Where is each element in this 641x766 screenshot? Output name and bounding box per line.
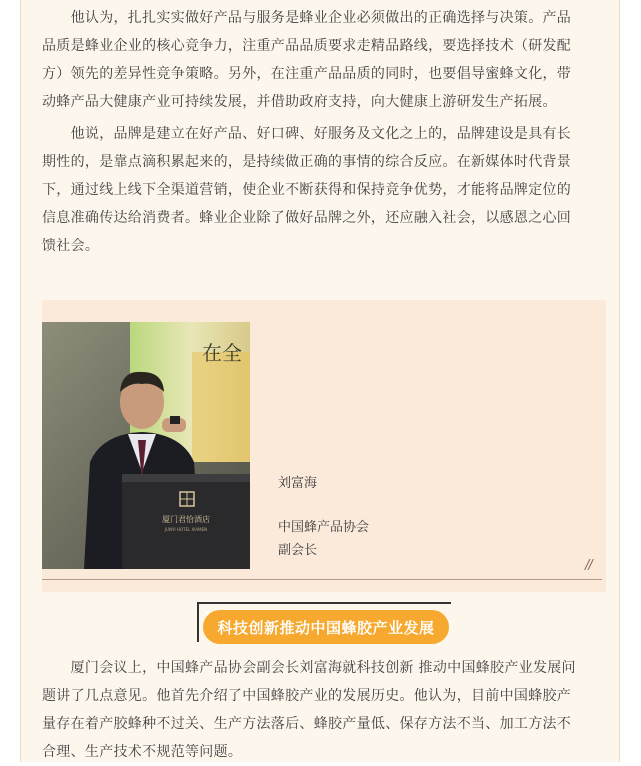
- paragraph-line: 动蜂产品大健康产业可持续发展，并借助政府支持，向大健康上游研发生产拓展。: [42, 94, 557, 110]
- speaker-organization: 中国蜂产品协会: [278, 520, 370, 535]
- paragraph-1: [42, 4, 606, 116]
- podium-text: 厦门君恰酒店: [162, 515, 210, 524]
- paragraph-2: [42, 120, 606, 260]
- paragraph-3: [42, 654, 606, 766]
- photo-banner-text: 在全: [202, 341, 242, 365]
- podium-subtext: JUNYI HOTEL XIAMEN: [164, 527, 208, 532]
- heading-pill: [203, 610, 449, 644]
- speaker-role: 副会长: [278, 543, 318, 558]
- paragraph-line: 量存在着产胶蜂种不过关、生产方法落后、蜂胶产量低、保存方法不当、加工方法不: [42, 716, 572, 732]
- heading-dot-icon: [205, 611, 209, 615]
- paragraph-line: 馈社会。: [42, 238, 100, 254]
- paragraph-line: 品质是蜂业企业的核心竞争力，注重产品品质要求走精品路线，要选择技术（研发配: [42, 38, 572, 54]
- paragraph-line: 厦门会议上，中国蜂产品协会副会长刘富海就科技创新 推动中国蜂胶产业发展问: [42, 660, 576, 676]
- paragraph-line: 信息准确传达给消费者。蜂业企业除了做好品牌之外，还应融入社会，以感恩之心回: [42, 210, 572, 226]
- paragraph-line: 合理、生产技术不规范等问题。: [42, 744, 243, 760]
- speaker-name: 刘富海: [278, 476, 318, 491]
- paragraph-line: 题讲了几点意见。他首先介绍了中国蜂胶产业的发展历史。他认为，目前中国蜂胶产: [42, 688, 572, 704]
- paragraph-line: 下，通过线上线下全渠道营销，使企业不断获得和保持竞争优势，才能将品牌定位的: [42, 182, 572, 198]
- section-heading: [197, 602, 453, 644]
- section-heading-text: 科技创新推动中国蜂胶产业发展: [217, 618, 435, 637]
- speaker-photo-illustration: [42, 322, 250, 569]
- card-end-mark: //: [585, 558, 592, 573]
- profile-card: [42, 300, 606, 592]
- speaker-photo[interactable]: [42, 322, 250, 569]
- paragraph-line: 他认为，扎扎实实做好产品与服务是蜂业企业必须做出的正确选择与决策。产品: [42, 10, 572, 26]
- paragraph-line: 方）领先的差异性竞争策略。另外，在注重产品品质的同时，也要倡导蜜蜂文化，带: [42, 66, 572, 82]
- paragraph-line: 期性的，是靠点滴积累起来的，是持续做正确的事情的综合反应。在新媒体时代背景: [42, 154, 572, 170]
- paragraph-line: 他说，品牌是建立在好产品、好口碑、好服务及文化之上的，品牌建设是具有长: [42, 126, 572, 142]
- card-divider: [42, 579, 602, 580]
